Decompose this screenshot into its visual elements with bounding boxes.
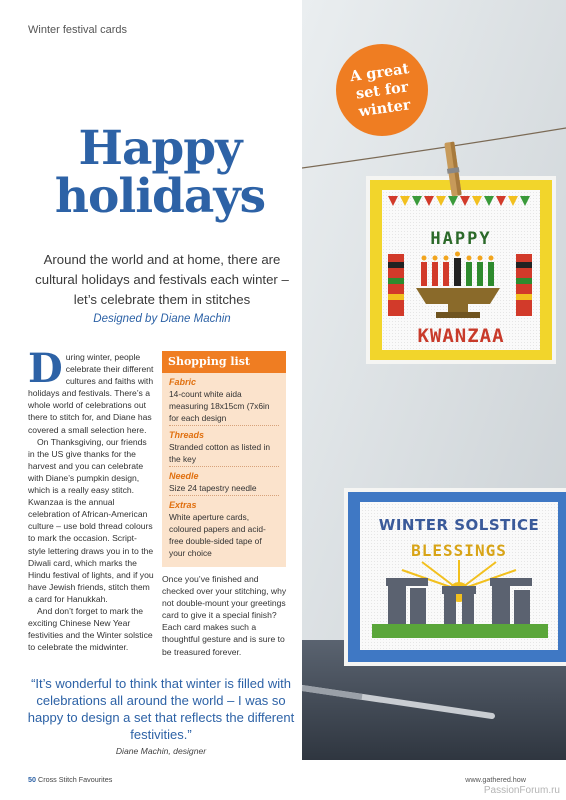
body-paragraph-2: On Thanksgiving, our friends in the US give thanks for the harvest and you can celebrate with Diane’s pumpkin design, which is a really easy stitch. Kwanzaa is the annual celebration of African-American culture – use bold thread colours to mark the occasion. Script-style lettering draws you in to the Diwali card, which marks the Hindu festival of lights, and if you have Jewish friends, stitch them a card for Hanukkah.	[28, 436, 154, 604]
body-paragraph-1	[28, 345, 154, 436]
intro-text: Around the world and at home, there are cultural holidays and festivals each winter – let’s celebrate them in stitches	[35, 252, 289, 307]
shopping-item-heading: Threads	[169, 430, 205, 440]
grass	[372, 624, 548, 638]
title-line-2: holidays	[54, 169, 266, 224]
solstice-card	[344, 488, 566, 666]
shopping-item-threads	[162, 429, 286, 467]
badge-line-3: winter	[357, 96, 412, 121]
shopping-item-text: White aperture cards, coloured papers and acid-free double-sided tape of your choice	[169, 512, 266, 558]
badge-line-1: A great	[348, 60, 411, 86]
magazine-name: Cross Stitch Favourites	[38, 775, 113, 784]
shopping-item-heading: Needle	[169, 471, 199, 481]
shopping-item-needle	[162, 470, 286, 496]
promo-badge	[336, 44, 428, 136]
body-paragraph-3: And don’t forget to mark the exciting Chinese New Year festivities and the Winter solstice to celebrate the midwinter.	[28, 605, 153, 653]
shopping-item-fabric	[162, 376, 286, 426]
title-line-1: Happy	[78, 121, 242, 176]
kwanzaa-card	[366, 176, 556, 364]
shopping-item-extras	[162, 499, 286, 560]
solstice-title-text: WINTER SOLSTICE	[378, 516, 540, 534]
shopping-item-text: Size 24 tapestry needle	[169, 482, 279, 496]
body-column	[28, 345, 154, 653]
cards-photo	[302, 0, 566, 760]
shopping-list-heading: Shopping list	[162, 351, 286, 373]
finishing-text: Once you’ve finished and checked over your stitching, why not double-mount your greetings card to give it a special finish? Each card makes such a thoughtful gesture and is sure to be treasured forever.	[162, 574, 287, 657]
drop-cap: D	[28, 345, 63, 392]
badge-line-2: set for	[354, 78, 410, 103]
kwanzaa-name-text: KWANZAA	[417, 325, 505, 347]
pull-quote: “It’s wonderful to think that winter is filled with celebrations all around the world – I was so happy to design a set that reflects the different festivities.”	[27, 676, 295, 742]
shopping-item-text: Stranded cotton as listed in the key	[169, 441, 279, 467]
designer-credit: Designed by Diane Machin	[93, 313, 231, 325]
shopping-item-heading: Extras	[169, 500, 197, 510]
kwanzaa-happy-text: HAPPY	[430, 229, 492, 249]
body-paragraph-1-text: uring winter, people celebrate their different cultures and faiths with holidays and festivals. There’s a whole world of celebrations out there to stitch for, and Diane has covered a small selection here.	[28, 352, 154, 435]
section-label: Winter festival cards	[28, 24, 128, 36]
page-number: 50	[28, 775, 36, 784]
watermark: PassionForum.ru	[483, 785, 560, 796]
solstice-blessings-text: BLESSINGS	[411, 541, 507, 560]
pull-quote-attribution: Diane Machin, designer	[115, 746, 207, 756]
shopping-list	[162, 351, 286, 567]
page-title	[40, 121, 280, 224]
shopping-item-heading: Fabric	[169, 377, 197, 387]
shopping-item-text: 14-count white aida measuring 18x15cm (7x6in for each design	[169, 388, 279, 426]
footer-url: www.gathered.how	[465, 775, 526, 784]
page-footer-left	[28, 775, 112, 784]
